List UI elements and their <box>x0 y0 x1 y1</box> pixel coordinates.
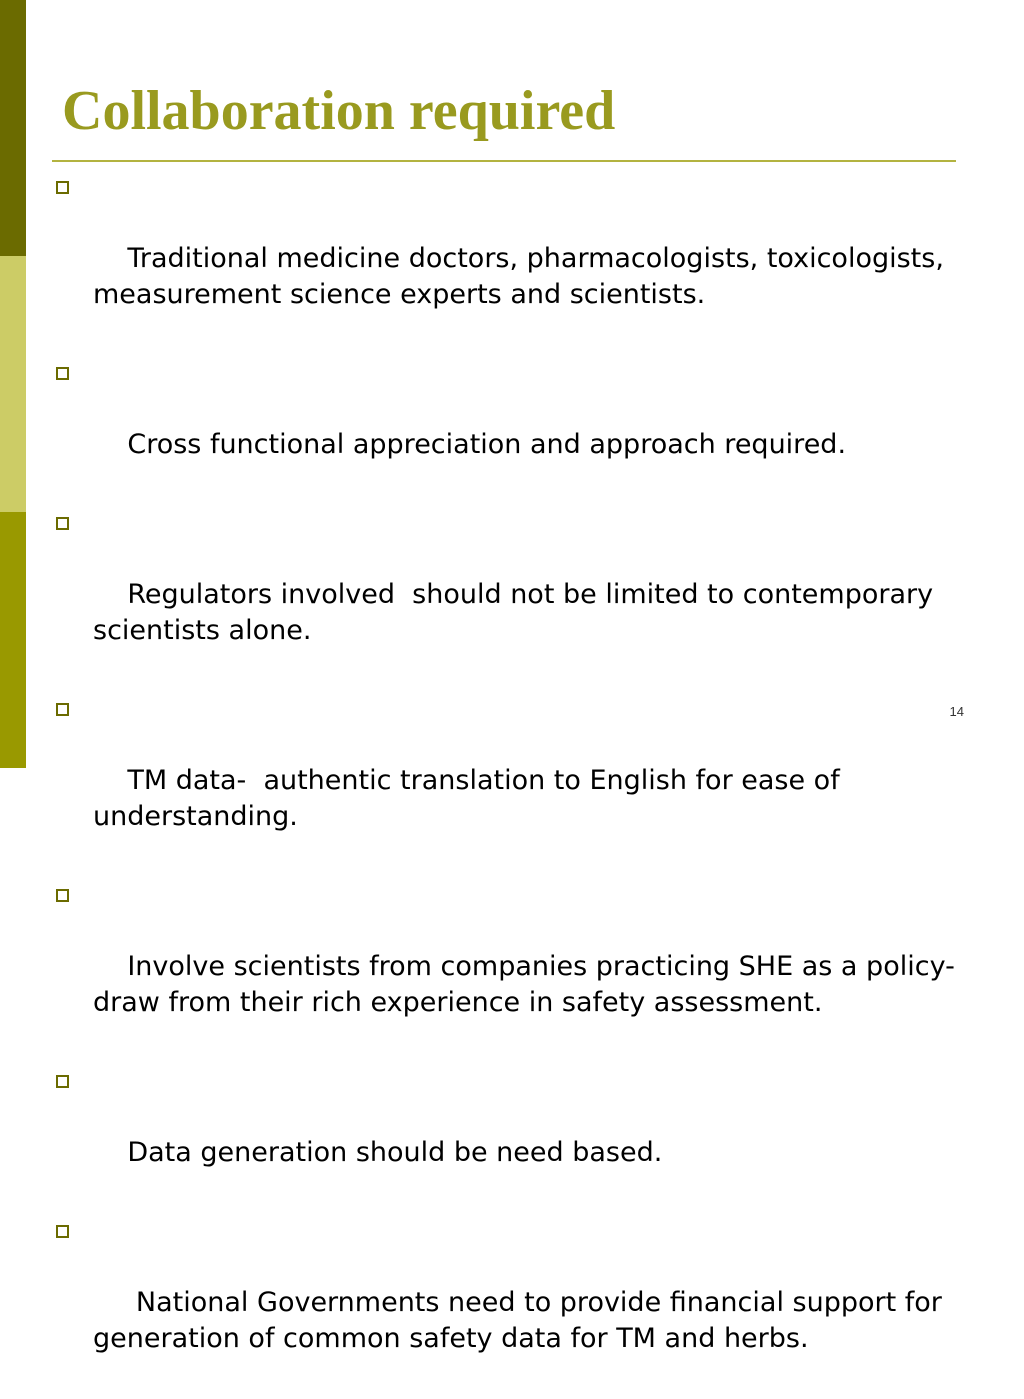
side-bar-top <box>0 0 26 256</box>
square-bullet-icon <box>56 517 69 530</box>
bullet-item <box>56 691 996 871</box>
bullet-item <box>56 877 996 1057</box>
bullet-item <box>56 1213 996 1393</box>
bullet-item <box>56 169 996 349</box>
square-bullet-icon <box>56 367 69 380</box>
bullet-item <box>56 505 996 685</box>
bullet-list <box>56 169 996 1399</box>
bullet-item <box>56 1063 996 1207</box>
square-bullet-icon <box>56 181 69 194</box>
square-bullet-icon <box>56 1075 69 1088</box>
page-number: 14 <box>949 704 964 719</box>
bullet-text: TM data- authentic translation to English for ease of understanding. <box>93 765 849 832</box>
slide-title: Collaboration required <box>62 80 616 142</box>
bullet-text: National Governments need to provide financial support for generation of common safety data for TM and herbs. <box>93 1287 951 1354</box>
square-bullet-icon <box>56 889 69 902</box>
bullet-text: Cross functional appreciation and approach required. <box>127 429 847 460</box>
square-bullet-icon <box>56 703 69 716</box>
bullet-text: Involve scientists from companies practicing SHE as a policy- draw from their rich experience in safety assessment. <box>93 951 964 1018</box>
square-bullet-icon <box>56 1225 69 1238</box>
side-bar-middle <box>0 256 26 512</box>
side-bar-bottom <box>0 512 26 768</box>
title-divider <box>52 160 956 162</box>
bullet-text: Regulators involved should not be limited to contemporary scientists alone. <box>93 579 942 646</box>
bullet-text: Data generation should be need based. <box>127 1137 663 1168</box>
bullet-text: Traditional medicine doctors, pharmacologists, toxicologists, measurement science experts and scientists. <box>93 243 953 310</box>
bullet-item <box>56 355 996 499</box>
